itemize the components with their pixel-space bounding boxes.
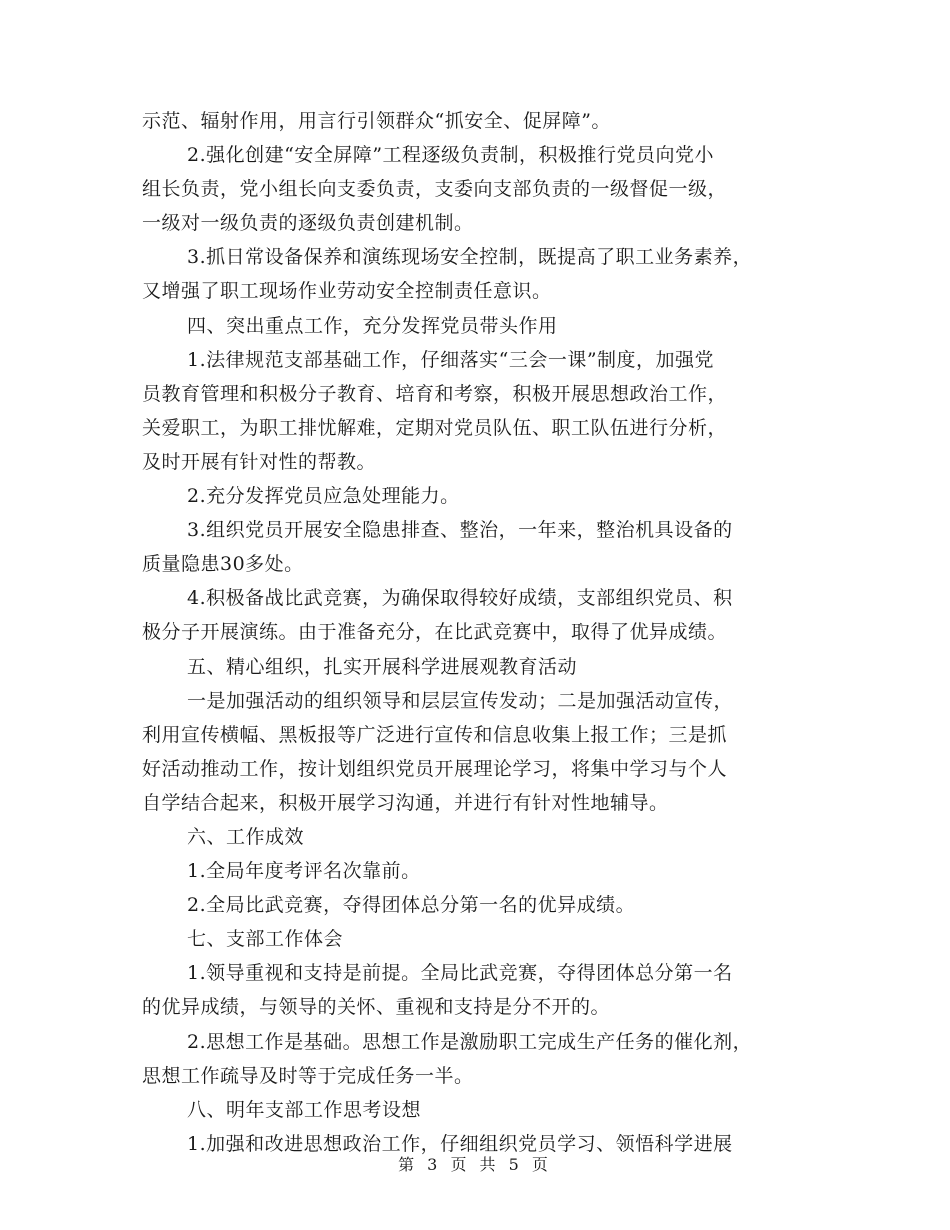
paragraph-line: 4.积极备战比武竞赛，为确保取得较好成绩，支部组织党员、积 <box>187 587 733 610</box>
paragraph-line: 2.思想工作是基础。思想工作是激励职工完成生产任务的催化剂， <box>187 1030 753 1053</box>
paragraph-line: 2.强化创建“安全屏障”工程逐级负责制，积极推行党员向党小 <box>187 144 715 167</box>
paragraph-line: 利用宣传横幅、黑板报等广泛进行宣传和信息收集上报工作；三是抓 <box>142 723 728 746</box>
paragraph-line: 自学结合起来，积极开展学习沟通，并进行有针对性地辅导。 <box>142 791 669 814</box>
paragraph-line: 六、工作成效 <box>187 825 305 848</box>
paragraph-line: 2.充分发挥党员应急处理能力。 <box>187 485 460 508</box>
paragraph-line: 好活动推动工作，按计划组织党员开展理论学习，将集中学习与个人 <box>142 757 728 780</box>
paragraph-line: 一级对一级负责的逐级负责创建机制。 <box>142 212 474 235</box>
paragraph-line: 2.全局比武竞赛，夺得团体总分第一名的优异成绩。 <box>187 894 636 917</box>
page-number-footer: 第 3 页 共 5 页 <box>398 1155 552 1174</box>
paragraph-line: 极分子开展演练。由于准备充分，在比武竞赛中，取得了优异成绩。 <box>142 621 728 644</box>
document-body <box>142 104 814 1161</box>
paragraph-line: 又增强了职工现场作业劳动安全控制责任意识。 <box>142 280 552 303</box>
paragraph-line: 组长负责，党小组长向支委负责，支委向支部负责的一级督促一级， <box>142 178 728 201</box>
paragraph-line: 质量隐患30多处。 <box>142 553 304 576</box>
paragraph-line: 1.法律规范支部基础工作，仔细落实“三会一课”制度，加强党 <box>187 348 715 371</box>
paragraph-line: 关爱职工，为职工排忧解难，定期对党员队伍、职工队伍进行分析， <box>142 416 728 439</box>
paragraph-line: 一是加强活动的组织领导和层层宣传发动；二是加强活动宣传， <box>187 689 734 712</box>
paragraph-line: 1.全局年度考评名次靠前。 <box>187 860 421 883</box>
paragraph-line: 四、突出重点工作，充分发挥党员带头作用 <box>187 314 558 337</box>
paragraph-line: 3.组织党员开展安全隐患排查、整治，一年来，整治机具设备的 <box>187 519 733 542</box>
paragraph-line: 员教育管理和积极分子教育、培育和考察，积极开展思想政治工作， <box>142 382 728 405</box>
paragraph-line: 1.加强和改进思想政治工作，仔细组织党员学习、领悟科学进展 <box>187 1132 733 1155</box>
paragraph-line: 的优异成绩，与领导的关怀、重视和支持是分不开的。 <box>142 996 611 1019</box>
paragraph-line: 1.领导重视和支持是前提。全局比武竞赛，夺得团体总分第一名 <box>187 962 733 985</box>
paragraph-line: 3.抓日常设备保养和演练现场安全控制，既提高了职工业务素养， <box>187 246 753 269</box>
paragraph-line: 五、精心组织，扎实开展科学进展观教育活动 <box>187 655 578 678</box>
paragraph-line: 八、明年支部工作思考设想 <box>187 1098 422 1121</box>
paragraph-line: 思想工作疏导及时等于完成任务一半。 <box>142 1064 474 1087</box>
paragraph-line: 示范、辐射作用，用言行引领群众“抓安全、促屏障”。 <box>142 110 611 132</box>
paragraph-line: 及时开展有针对性的帮教。 <box>142 450 377 473</box>
paragraph-line: 七、支部工作体会 <box>187 928 344 951</box>
